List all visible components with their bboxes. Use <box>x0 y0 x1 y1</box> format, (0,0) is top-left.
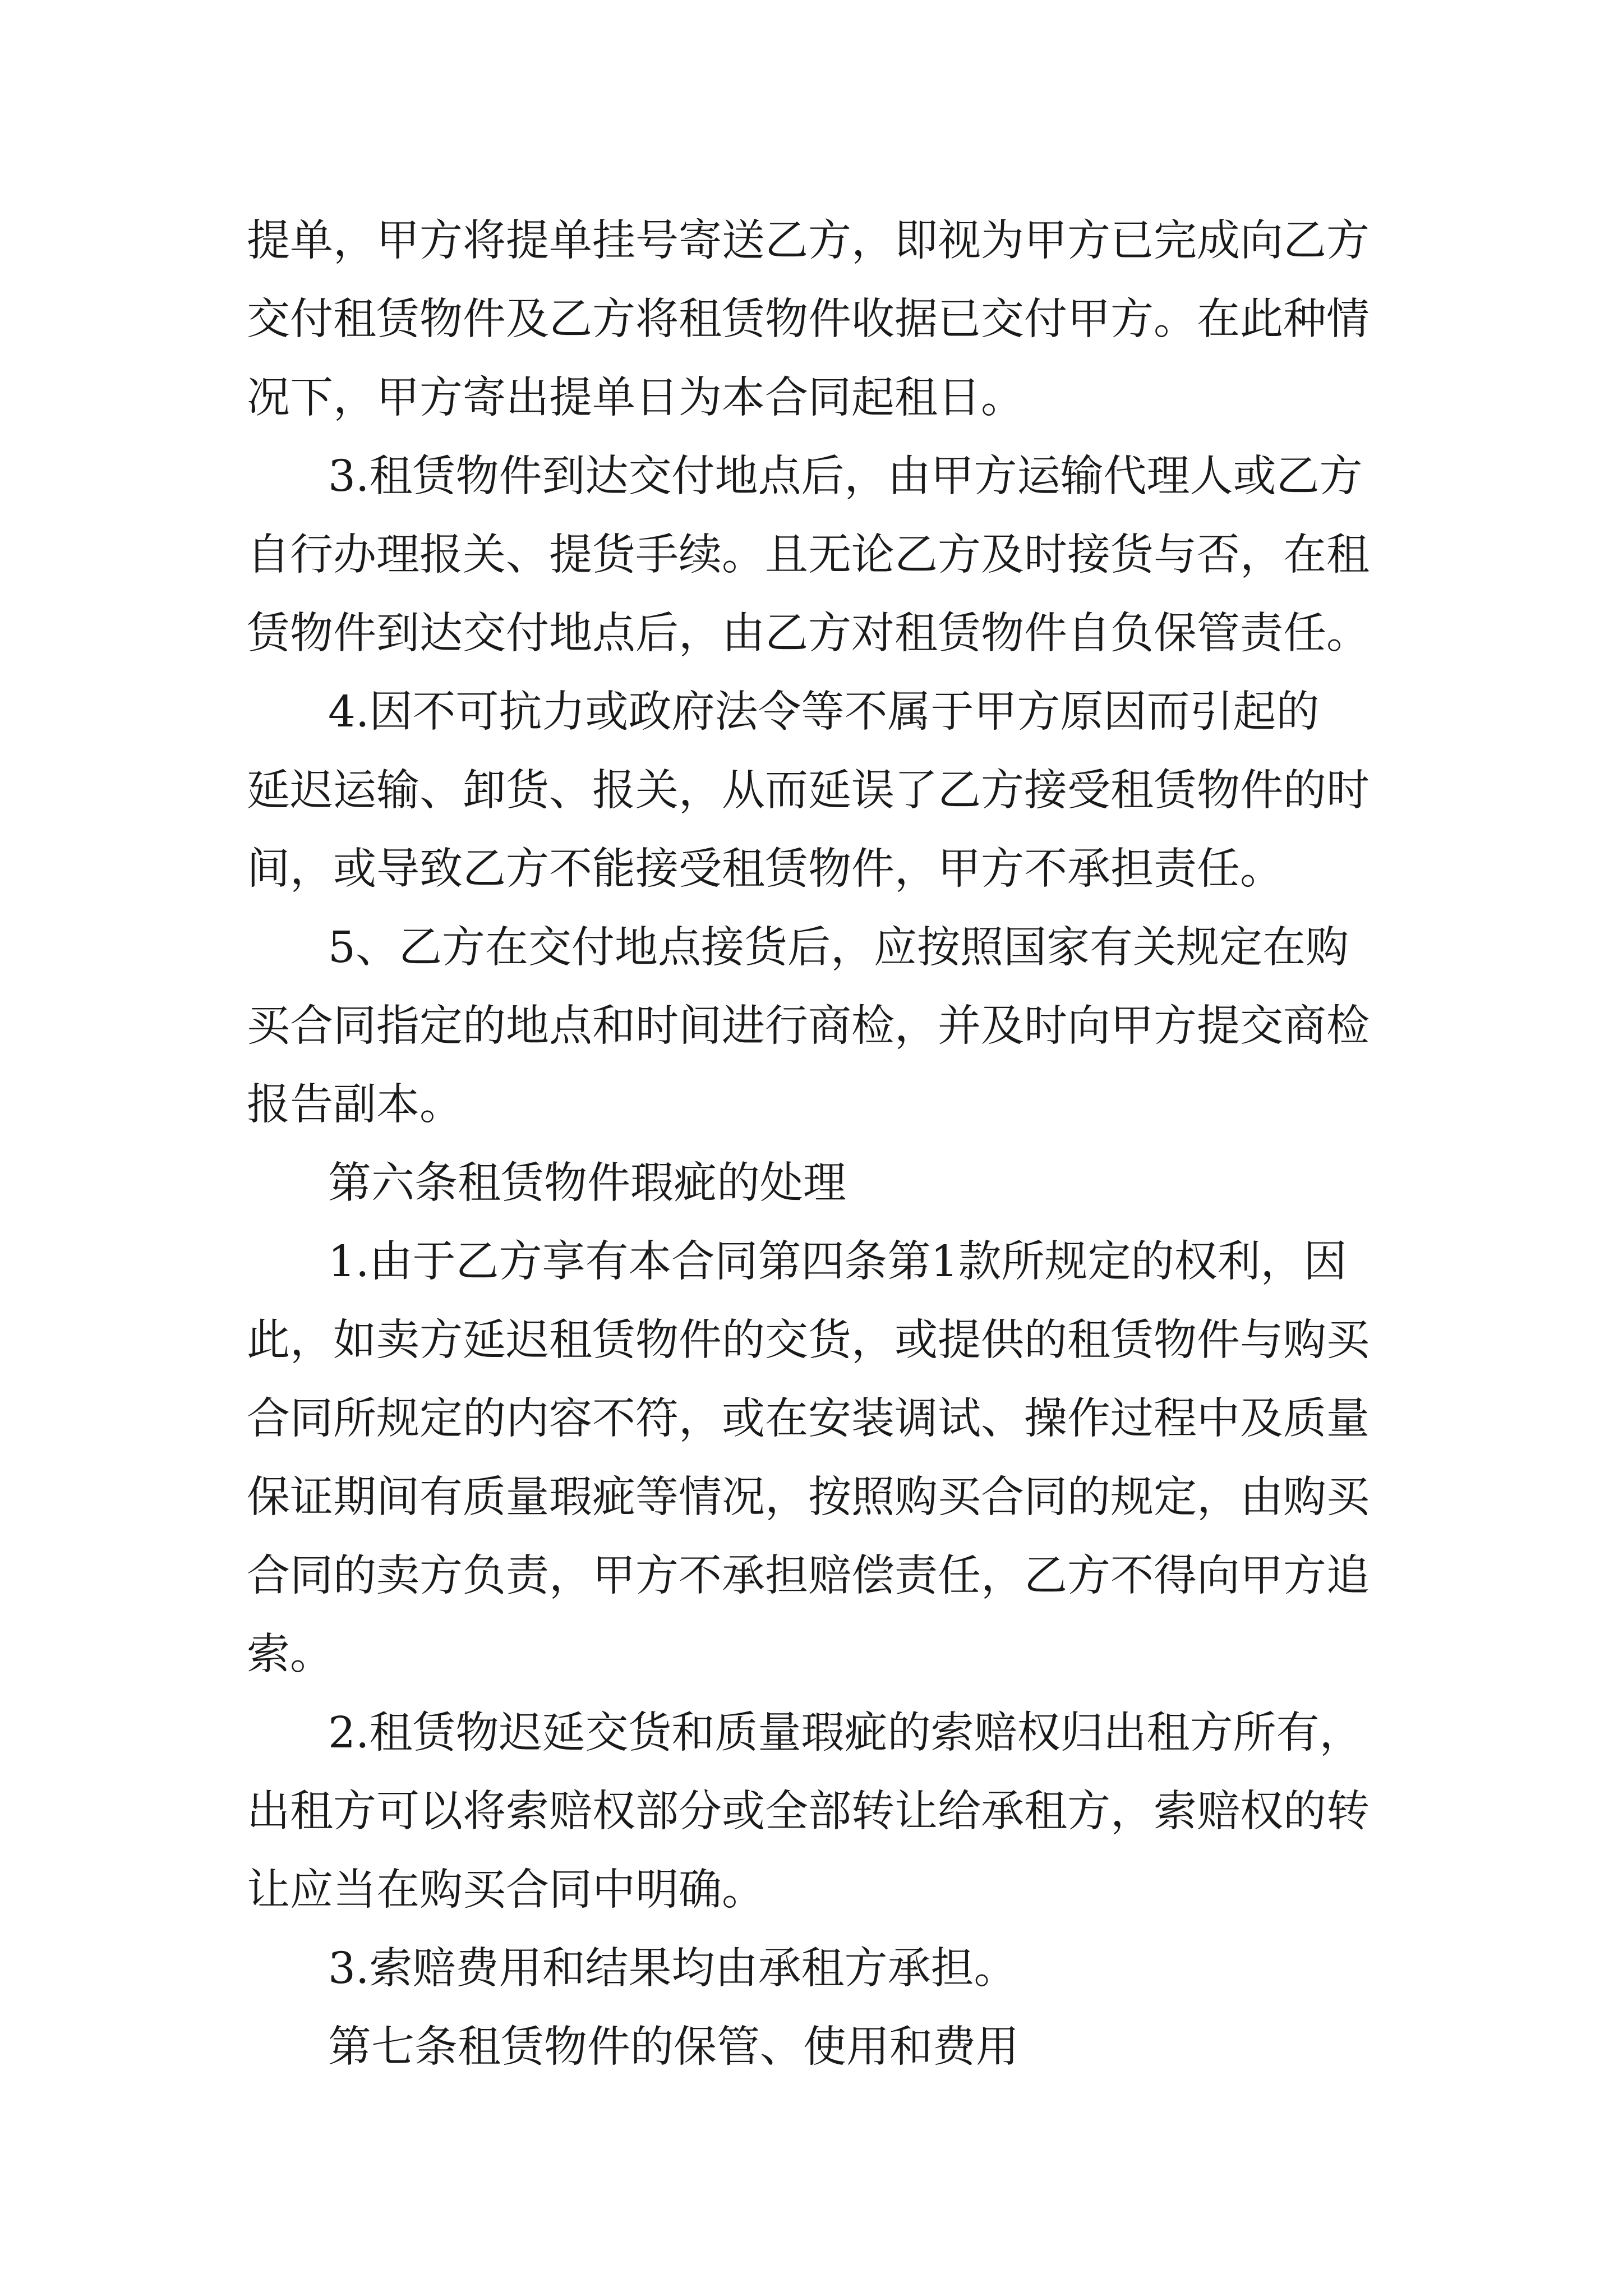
paragraph-start-line: 3.索赔费用和结果均由承租方承担。 <box>328 1944 1017 1994</box>
text-line: 自行办理报关、提货手续。且无论乙方及时接货与否，在租 <box>247 530 1370 580</box>
text-line: 延迟运输、卸货、报关，从而延误了乙方接受租赁物件的时 <box>247 766 1370 816</box>
text-line: 报告副本。 <box>247 1080 463 1130</box>
text-line: 此，如卖方延迟租赁物件的交货，或提供的租赁物件与购买 <box>247 1315 1370 1365</box>
text-line: 交付租赁物件及乙方将租赁物件收据已交付甲方。在此种情 <box>247 295 1370 344</box>
paragraph-start-line: 3.租赁物件到达交付地点后，由甲方运输代理人或乙方 <box>328 452 1363 501</box>
paragraph-start-line: 2.租赁物迟延交货和质量瑕疵的索赔权归出租方所有， <box>328 1708 1363 1758</box>
text-line: 索。 <box>247 1630 333 1680</box>
text-line: 保证期间有质量瑕疵等情况，按照购买合同的规定，由购买 <box>247 1473 1370 1522</box>
paragraph-start-line: 1.由于乙方享有本合同第四条第1款所规定的权利，因 <box>328 1237 1347 1287</box>
text-line: 提单，甲方将提单挂号寄送乙方，即视为甲方已完成向乙方 <box>247 216 1370 266</box>
paragraph-start-line: 4.因不可抗力或政府法令等不属于甲方原因而引起的 <box>328 687 1320 737</box>
section-heading: 第六条租赁物件瑕疵的处理 <box>328 1158 846 1208</box>
text-line: 出租方可以将索赔权部分或全部转让给承租方，索赔权的转 <box>247 1787 1370 1837</box>
text-line: 合同所规定的内容不符，或在安装调试、操作过程中及质量 <box>247 1394 1370 1444</box>
paragraph-start-line: 5、乙方在交付地点接货后，应按照国家有关规定在购 <box>328 923 1349 973</box>
text-line: 赁物件到达交付地点后，由乙方对租赁物件自负保管责任。 <box>247 609 1370 659</box>
text-line: 买合同指定的地点和时间进行商检，并及时向甲方提交商检 <box>247 1001 1370 1051</box>
text-line: 况下，甲方寄出提单日为本合同起租日。 <box>247 373 1024 423</box>
section-heading: 第七条租赁物件的保管、使用和费用 <box>328 2022 1019 2072</box>
text-line: 间，或导致乙方不能接受租赁物件，甲方不承担责任。 <box>247 844 1283 894</box>
text-line: 让应当在购买合同中明确。 <box>247 1865 765 1915</box>
text-line: 合同的卖方负责，甲方不承担赔偿责任，乙方不得向甲方追 <box>247 1551 1370 1601</box>
